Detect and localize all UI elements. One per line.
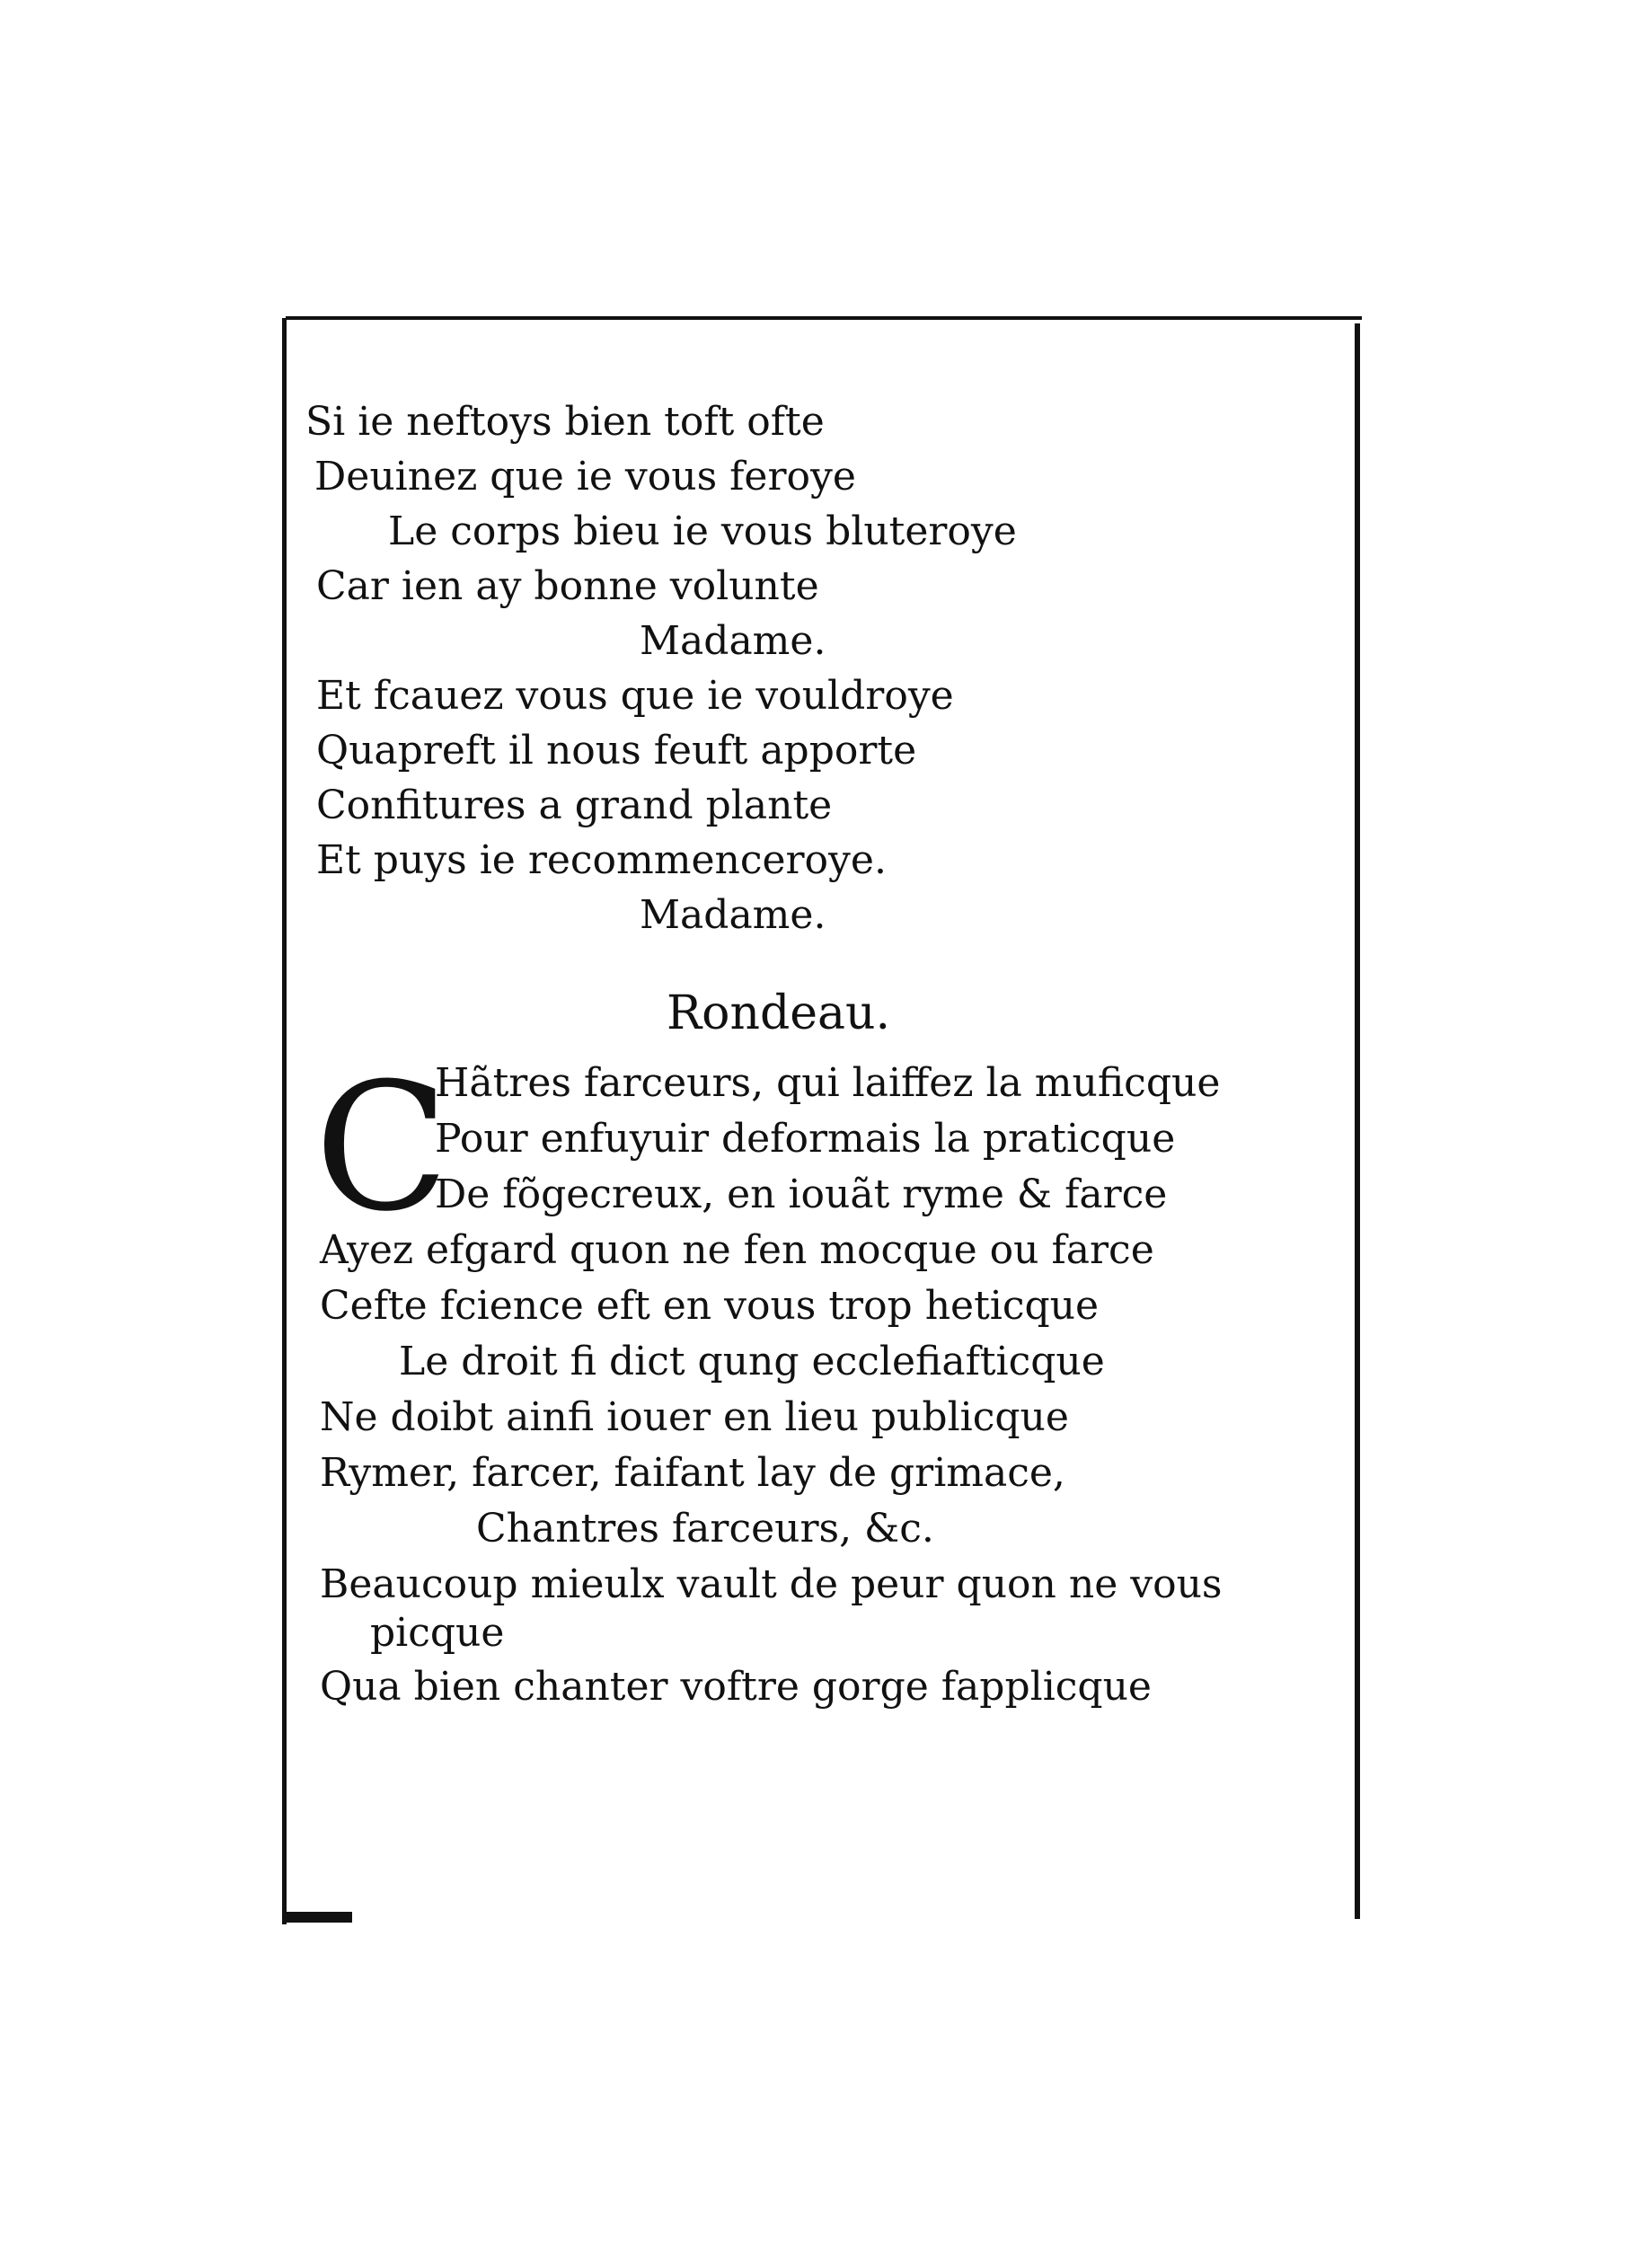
- drop-cap: C: [314, 1046, 449, 1251]
- verse-line: Qua bien chanter voftre gorge fapplicque: [320, 1664, 1152, 1710]
- verse-line: Beaucoup mieulx vault de peur quon ne vous: [320, 1561, 1223, 1607]
- refrain-madame: Madame.: [640, 618, 826, 664]
- verse-line: Ayez efgard quon ne fen mocque ou farce: [320, 1227, 1154, 1273]
- verse-line: Car ien ay bonne volunte: [316, 563, 819, 609]
- verse-line: Si ie neftoys bien toft ofte: [305, 399, 825, 445]
- verse-line: Pour enfuyuir deformais la praticque: [435, 1116, 1176, 1162]
- verse-line: Cefte fcience eft en vous trop heticque: [320, 1283, 1100, 1329]
- verse-line: Rymer, farcer, faifant lay de grimace,: [320, 1450, 1065, 1496]
- verse-line: Ne doibt ainfi iouer en lieu publicque: [320, 1394, 1069, 1440]
- verse-line: Quapreft il nous feuft apporte: [316, 728, 917, 774]
- verse-line-continuation: picque: [370, 1610, 505, 1656]
- verse-line: Le droit fi dict qung ecclefiafticque: [399, 1339, 1105, 1384]
- verse-line: De fõgecreux, en iouãt ryme & farce: [435, 1172, 1168, 1217]
- refrain-line: Chantres farceurs, &c.: [476, 1506, 934, 1552]
- verse-line: Deuinez que ie vous feroye: [314, 454, 856, 500]
- verse-line: Et puys ie recommenceroye.: [316, 837, 887, 883]
- verse-line: Le corps bieu ie vous bluteroye: [388, 508, 1017, 554]
- refrain-madame: Madame.: [640, 892, 826, 938]
- rondeau-title: Rondeau.: [667, 986, 891, 1040]
- verse-line: Confitures a grand plante: [316, 783, 833, 828]
- verse-line: Et fcauez vous que ie vouldroye: [316, 673, 954, 719]
- verse-line: Hãtres farceurs, qui laiffez la muficque: [435, 1060, 1221, 1106]
